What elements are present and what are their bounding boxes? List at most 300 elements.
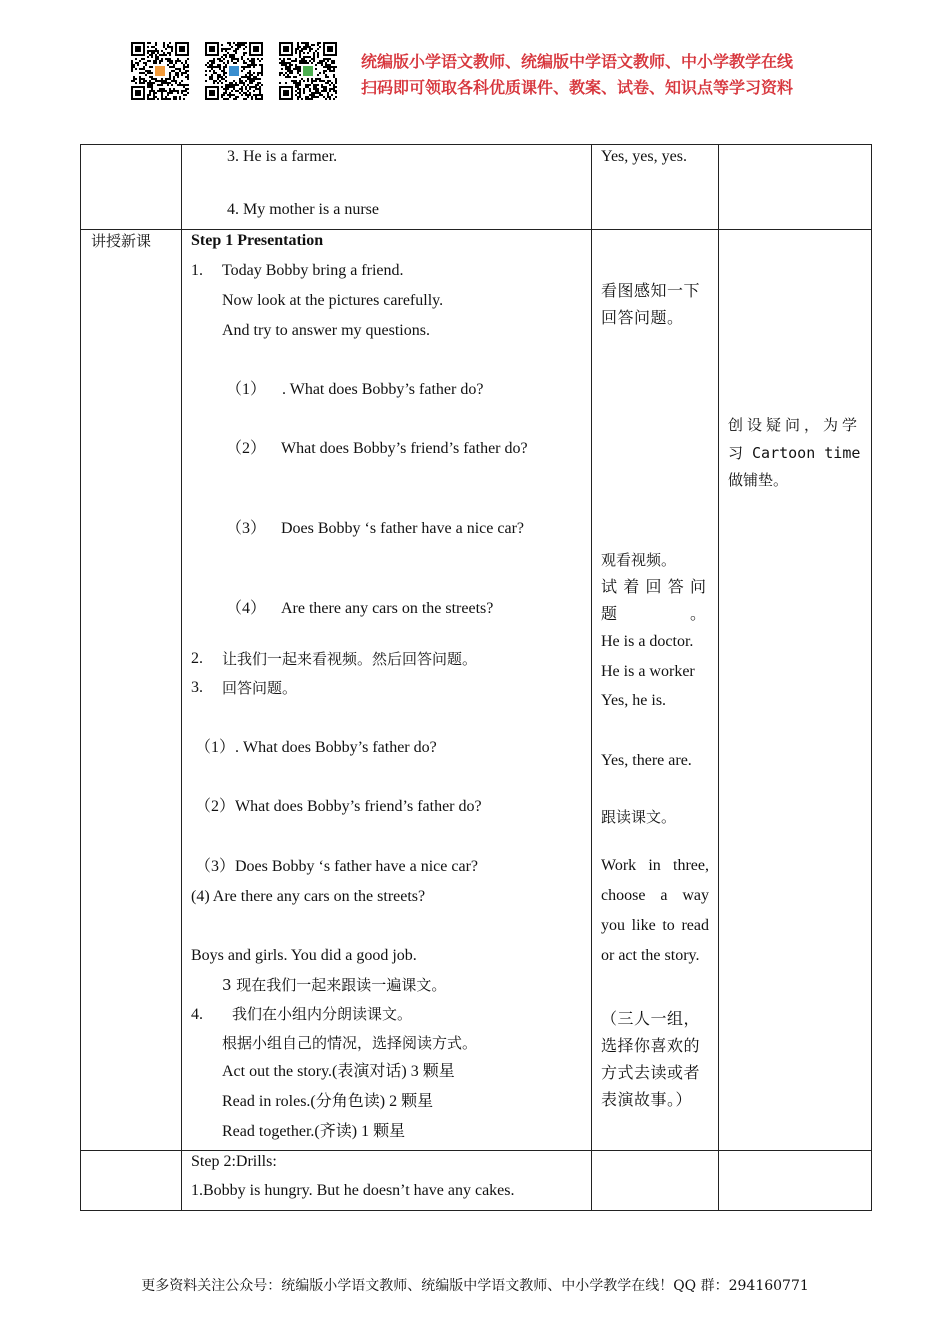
qr-module (309, 56, 311, 58)
qr-module (223, 66, 225, 68)
qr-module (223, 58, 225, 60)
qr-finder (209, 46, 215, 52)
qr-module (249, 60, 251, 62)
qr-module (325, 90, 327, 92)
qr-module (253, 78, 255, 80)
qr-module (143, 58, 145, 60)
qr-module (139, 68, 141, 70)
qr-module (183, 64, 185, 66)
qr-module (223, 62, 225, 64)
qr-module (163, 52, 165, 54)
qr-module (261, 70, 263, 72)
qr-module (185, 94, 187, 96)
qr-module (253, 62, 255, 64)
qr-module (257, 94, 259, 96)
qr-module (221, 86, 223, 88)
qr-module (283, 62, 285, 64)
qr-module (231, 60, 233, 62)
qr-module (165, 80, 167, 82)
qr-module (259, 60, 261, 62)
qr-module (181, 62, 183, 64)
qr-module (163, 46, 165, 48)
qr-module (219, 60, 221, 62)
qr-module (149, 98, 151, 100)
qr-module (241, 66, 243, 68)
qr-module (313, 84, 315, 86)
qr-module (313, 80, 315, 82)
qr-module (157, 56, 159, 58)
qr-module (317, 62, 319, 64)
student-cell (592, 1151, 719, 1211)
qr-module (261, 94, 263, 96)
qr-module (225, 80, 227, 82)
question-text: . What does Bobby’s father do? (282, 381, 484, 398)
praise-line: Boys and girls. You did a good job. (191, 947, 417, 964)
qr-module (149, 54, 151, 56)
qr-module (317, 84, 319, 86)
qr-module (279, 82, 281, 84)
qr-module (299, 74, 301, 76)
qr-module (261, 96, 263, 98)
qr-module (157, 80, 159, 82)
qr-module (261, 68, 263, 70)
qr-module (135, 58, 137, 60)
qr-module (241, 80, 243, 82)
qr-module (233, 84, 235, 86)
qr-module (305, 84, 307, 86)
qr-module (301, 58, 303, 60)
qr-module (155, 60, 157, 62)
qr-module (167, 58, 169, 60)
qr-finder (253, 46, 259, 52)
qr-module (229, 54, 231, 56)
qr-module (135, 68, 137, 70)
qr-module (297, 68, 299, 70)
qr-module (285, 82, 287, 84)
qr-module (223, 48, 225, 50)
qr-module (187, 70, 189, 72)
qr-module (163, 80, 165, 82)
student-answer: He is a doctor. (601, 633, 694, 650)
qr-module (235, 84, 237, 86)
qr-badge (155, 66, 165, 76)
qr-module (279, 58, 281, 60)
qr-module (251, 98, 253, 100)
qr-module (179, 70, 181, 72)
qr-module (169, 88, 171, 90)
qr-module (211, 78, 213, 80)
qr-module (309, 88, 311, 90)
qr-module (249, 74, 251, 76)
qr-module (179, 96, 181, 98)
qr-module (131, 64, 133, 66)
qr-module (147, 46, 149, 48)
qr-module (163, 90, 165, 92)
qr-module (335, 78, 337, 80)
qr-module (173, 96, 175, 98)
qr-module (307, 98, 309, 100)
qr-module (253, 94, 255, 96)
qr-module (163, 98, 165, 100)
qr-module (315, 64, 317, 66)
qr-module (155, 50, 157, 52)
qr-module (237, 96, 239, 98)
qr-module (213, 80, 215, 82)
qr-module (165, 82, 167, 84)
qr-module (227, 94, 229, 96)
qr-module (161, 98, 163, 100)
qr-module (211, 60, 213, 62)
qr-module (299, 82, 301, 84)
qr-module (155, 54, 157, 56)
qr-module (257, 58, 259, 60)
qr-module (323, 88, 325, 90)
question-text: What does Bobby’s friend’s father do? (281, 440, 528, 457)
qr-module (295, 90, 297, 92)
qr-module (325, 58, 327, 60)
qr-code-icon[interactable] (279, 42, 337, 100)
qr-module (181, 90, 183, 92)
qr-module (237, 44, 239, 46)
qr-module (307, 96, 309, 98)
qr-module (187, 58, 189, 60)
qr-code-icon[interactable] (131, 42, 189, 100)
qr-module (147, 94, 149, 96)
qr-module (247, 66, 249, 68)
qr-module (255, 76, 257, 78)
qr-module (331, 60, 333, 62)
qr-module (299, 68, 301, 70)
qr-module (239, 78, 241, 80)
qr-code-icon[interactable] (205, 42, 263, 100)
qr-module (311, 44, 313, 46)
qr-module (285, 62, 287, 64)
qr-module (237, 60, 239, 62)
qr-module (305, 86, 307, 88)
qr-module (299, 94, 301, 96)
qr-module (255, 96, 257, 98)
qr-module (157, 98, 159, 100)
qr-module (139, 82, 141, 84)
qr-module (169, 90, 171, 92)
qr-module (171, 62, 173, 64)
qr-module (233, 50, 235, 52)
qr-module (249, 88, 251, 90)
qr-module (147, 42, 149, 44)
qr-module (161, 82, 163, 84)
qr-module (151, 84, 153, 86)
qr-module (287, 74, 289, 76)
qr-module (159, 60, 161, 62)
student-line: （三人一组，选择你喜欢的方式去读或者表演故事。） (601, 1009, 701, 1109)
qr-module (139, 80, 141, 82)
qr-module (213, 82, 215, 84)
qr-module (253, 86, 255, 88)
qr-module (187, 78, 189, 80)
qr-module (173, 90, 175, 92)
qr-module (309, 48, 311, 50)
qr-module (167, 52, 169, 54)
qr-module (289, 76, 291, 78)
qr-module (321, 94, 323, 96)
qr-module (229, 92, 231, 94)
qr-module (317, 92, 319, 94)
qr-module (301, 78, 303, 80)
qr-module (175, 80, 177, 82)
qr-module (285, 64, 287, 66)
option-line: Act out the story.(表演对话) 3 颗星 (222, 1063, 455, 1080)
footer-note: 更多资料关注公众号：统编版小学语文教师、统编版中学语文教师、中小学教学在线！QQ 群：294160771 (141, 1278, 809, 1294)
qr-module (259, 94, 261, 96)
qr-module (231, 46, 233, 48)
qr-module (221, 56, 223, 58)
qr-module (291, 70, 293, 72)
qr-module (155, 92, 157, 94)
qr-module (325, 74, 327, 76)
qr-module (135, 78, 137, 80)
qr-module (323, 60, 325, 62)
qr-module (297, 70, 299, 72)
qr-module (235, 82, 237, 84)
purpose-line: 创设疑问，为学 (728, 416, 862, 434)
qr-module (325, 86, 327, 88)
qr-module (305, 48, 307, 50)
qr-module (327, 76, 329, 78)
qr-module (259, 64, 261, 66)
qr-module (221, 48, 223, 50)
qr-module (249, 82, 251, 84)
qr-module (323, 66, 325, 68)
qr-module (249, 64, 251, 66)
qr-module (333, 90, 335, 92)
qr-module (311, 80, 313, 82)
qr-module (155, 56, 157, 58)
qr-module (133, 76, 135, 78)
qr-module (237, 42, 239, 44)
qr-module (313, 94, 315, 96)
qr-module (249, 86, 251, 88)
qr-module (161, 84, 163, 86)
qr-module (217, 64, 219, 66)
qr-module (247, 64, 249, 66)
qr-module (209, 70, 211, 72)
qr-module (303, 52, 305, 54)
qr-module (149, 72, 151, 74)
qr-module (329, 88, 331, 90)
qr-module (157, 58, 159, 60)
qr-module (321, 90, 323, 92)
qr-module (185, 76, 187, 78)
qr-module (221, 76, 223, 78)
qr-module (181, 92, 183, 94)
qr-module (229, 82, 231, 84)
qr-module (151, 78, 153, 80)
qr-module (331, 88, 333, 90)
qr-module (243, 54, 245, 56)
qr-module (145, 74, 147, 76)
qr-module (227, 60, 229, 62)
qr-module (151, 86, 153, 88)
qr-module (151, 66, 153, 68)
qr-module (297, 82, 299, 84)
qr-module (287, 62, 289, 64)
qr-module (303, 60, 305, 62)
qr-module (297, 98, 299, 100)
qr-module (279, 62, 281, 64)
qr-module (293, 76, 295, 78)
qr-module (237, 84, 239, 86)
qr-module (215, 80, 217, 82)
qr-module (175, 98, 177, 100)
qr-module (329, 66, 331, 68)
qr-module (167, 92, 169, 94)
qr-module (255, 64, 257, 66)
qr-module (163, 42, 165, 44)
qr-module (169, 98, 171, 100)
qr-module (261, 74, 263, 76)
qr-module (319, 80, 321, 82)
student-line: Yes, yes, yes. (601, 148, 687, 165)
qr-module (149, 86, 151, 88)
qr-module (297, 86, 299, 88)
qr-module (147, 52, 149, 54)
qr-module (327, 80, 329, 82)
qr-module (279, 72, 281, 74)
qr-module (327, 60, 329, 62)
qr-module (255, 84, 257, 86)
qr-module (155, 58, 157, 60)
qr-module (227, 42, 229, 44)
qr-module (311, 82, 313, 84)
qr-module (233, 88, 235, 90)
qr-code-2 (205, 42, 263, 100)
qr-module (133, 80, 135, 82)
qr-module (299, 90, 301, 92)
qr-module (161, 50, 163, 52)
qr-module (321, 60, 323, 62)
qr-module (147, 70, 149, 72)
qr-module (333, 86, 335, 88)
qr-module (299, 84, 301, 86)
qr-module (239, 42, 241, 44)
qr-module (149, 66, 151, 68)
qr-module (217, 78, 219, 80)
qr-module (153, 62, 155, 64)
qr-module (245, 42, 247, 44)
qr-module (241, 70, 243, 72)
qr-module (217, 66, 219, 68)
qr-module (183, 94, 185, 96)
student-line: 跟读课文。 (601, 808, 677, 826)
qr-module (319, 46, 321, 48)
qr-module (173, 66, 175, 68)
qr-module (331, 94, 333, 96)
qr-module (293, 80, 295, 82)
qr-module (255, 86, 257, 88)
qr-module (261, 58, 263, 60)
qr-module (155, 44, 157, 46)
qr-module (233, 42, 235, 44)
qr-module (247, 96, 249, 98)
option-line: Read in roles.(分角色读) 2 颗星 (222, 1093, 434, 1110)
qr-module (187, 64, 189, 66)
qr-module (303, 48, 305, 50)
content-line: 让我们一起来看视频。然后回答问题。 (222, 650, 478, 668)
qr-module (317, 56, 319, 58)
qr-module (317, 54, 319, 56)
qr-module (249, 80, 251, 82)
qr-module (249, 92, 251, 94)
qr-module (187, 84, 189, 86)
qr-module (167, 60, 169, 62)
item-number: 3. (191, 679, 203, 696)
item-number: 1. (191, 262, 203, 279)
qr-module (323, 80, 325, 82)
qr-module (153, 82, 155, 84)
qr-module (149, 60, 151, 62)
qr-module (261, 84, 263, 86)
qr-module (153, 96, 155, 98)
promo-line-2: 扫码即可领取各科优质课件、教案、试卷、知识点等学习资料 (361, 78, 794, 97)
qr-module (241, 76, 243, 78)
qr-module (321, 62, 323, 64)
qr-module (285, 66, 287, 68)
qr-module (175, 72, 177, 74)
qr-module (151, 98, 153, 100)
qr-module (231, 90, 233, 92)
qr-module (295, 66, 297, 68)
qr-module (211, 68, 213, 70)
qr-module (333, 84, 335, 86)
qr-module (237, 90, 239, 92)
qr-module (293, 60, 295, 62)
qr-module (187, 92, 189, 94)
qr-module (301, 48, 303, 50)
qr-module (319, 42, 321, 44)
qr-module (325, 66, 327, 68)
qr-module (207, 62, 209, 64)
qr-module (161, 92, 163, 94)
qr-module (257, 98, 259, 100)
qr-module (307, 56, 309, 58)
qr-module (297, 92, 299, 94)
qr-module (155, 78, 157, 80)
qr-module (295, 76, 297, 78)
qr-module (149, 94, 151, 96)
qr-module (325, 70, 327, 72)
qr-module (235, 52, 237, 54)
qr-module (241, 86, 243, 88)
qr-module (229, 84, 231, 86)
qr-module (297, 42, 299, 44)
qr-module (259, 82, 261, 84)
qr-module (311, 94, 313, 96)
qr-module (241, 88, 243, 90)
student-answer: Yes, there are. (601, 752, 692, 769)
qr-module (223, 88, 225, 90)
qr-module (259, 78, 261, 80)
qr-module (169, 60, 171, 62)
qr-module (223, 98, 225, 100)
qr-module (239, 82, 241, 84)
qr-module (177, 84, 179, 86)
qr-module (315, 96, 317, 98)
qr-module (241, 82, 243, 84)
qr-module (251, 96, 253, 98)
qr-module (287, 68, 289, 70)
qr-module (175, 68, 177, 70)
qr-module (213, 72, 215, 74)
